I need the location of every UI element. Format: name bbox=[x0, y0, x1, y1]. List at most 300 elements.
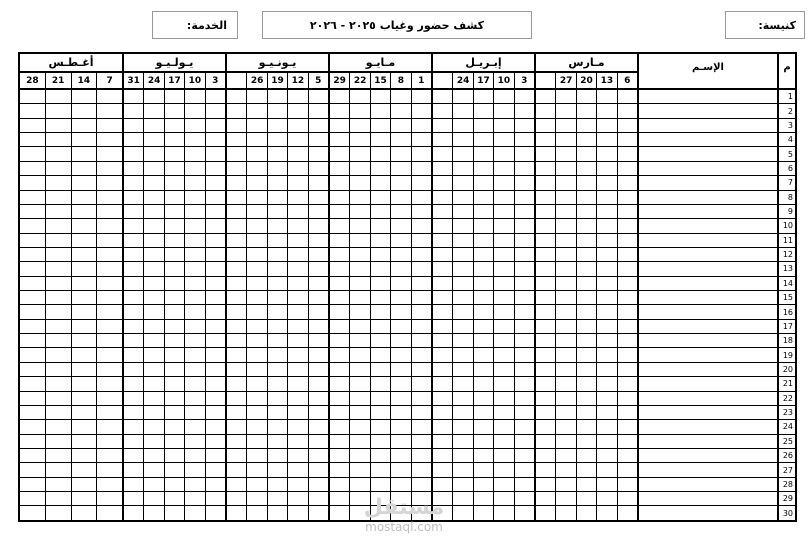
attendance-cell[interactable] bbox=[227, 305, 246, 319]
attendance-cell[interactable] bbox=[46, 104, 71, 118]
attendance-cell[interactable] bbox=[350, 248, 369, 262]
attendance-cell[interactable] bbox=[330, 191, 349, 205]
attendance-cell[interactable] bbox=[453, 435, 472, 449]
attendance-cell[interactable] bbox=[391, 191, 410, 205]
attendance-cell[interactable] bbox=[288, 506, 307, 519]
attendance-cell[interactable] bbox=[330, 262, 349, 276]
attendance-cell[interactable] bbox=[412, 506, 431, 519]
attendance-cell[interactable] bbox=[350, 377, 369, 391]
attendance-cell[interactable] bbox=[618, 449, 637, 463]
attendance-cell[interactable] bbox=[247, 348, 266, 362]
attendance-cell[interactable] bbox=[97, 133, 122, 147]
attendance-cell[interactable] bbox=[247, 162, 266, 176]
attendance-cell[interactable] bbox=[268, 435, 287, 449]
attendance-cell[interactable] bbox=[474, 334, 493, 348]
attendance-cell[interactable] bbox=[618, 147, 637, 161]
attendance-cell[interactable] bbox=[46, 377, 71, 391]
attendance-cell[interactable] bbox=[453, 478, 472, 492]
attendance-cell[interactable] bbox=[124, 449, 143, 463]
attendance-cell[interactable] bbox=[165, 463, 184, 477]
attendance-cell[interactable] bbox=[350, 162, 369, 176]
attendance-cell[interactable] bbox=[330, 449, 349, 463]
attendance-cell[interactable] bbox=[391, 305, 410, 319]
attendance-cell[interactable] bbox=[185, 449, 204, 463]
attendance-cell[interactable] bbox=[288, 320, 307, 334]
attendance-cell[interactable] bbox=[515, 406, 534, 420]
attendance-cell[interactable] bbox=[371, 449, 390, 463]
attendance-cell[interactable] bbox=[391, 363, 410, 377]
attendance-cell[interactable] bbox=[597, 104, 616, 118]
attendance-cell[interactable] bbox=[247, 234, 266, 248]
attendance-cell[interactable] bbox=[494, 377, 513, 391]
attendance-cell[interactable] bbox=[453, 90, 472, 104]
attendance-cell[interactable] bbox=[494, 320, 513, 334]
attendance-cell[interactable] bbox=[577, 191, 596, 205]
attendance-cell[interactable] bbox=[556, 162, 575, 176]
attendance-cell[interactable] bbox=[412, 435, 431, 449]
attendance-cell[interactable] bbox=[412, 305, 431, 319]
attendance-cell[interactable] bbox=[309, 506, 328, 519]
attendance-cell[interactable] bbox=[309, 147, 328, 161]
attendance-cell[interactable] bbox=[330, 119, 349, 133]
attendance-cell[interactable] bbox=[46, 277, 71, 291]
attendance-cell[interactable] bbox=[185, 262, 204, 276]
attendance-cell[interactable] bbox=[46, 449, 71, 463]
attendance-cell[interactable] bbox=[288, 262, 307, 276]
attendance-cell[interactable] bbox=[433, 377, 452, 391]
attendance-cell[interactable] bbox=[268, 377, 287, 391]
attendance-cell[interactable] bbox=[597, 262, 616, 276]
attendance-cell[interactable] bbox=[288, 234, 307, 248]
attendance-cell[interactable] bbox=[206, 104, 225, 118]
attendance-cell[interactable] bbox=[371, 219, 390, 233]
attendance-cell[interactable] bbox=[371, 348, 390, 362]
attendance-cell[interactable] bbox=[185, 176, 204, 190]
attendance-cell[interactable] bbox=[309, 219, 328, 233]
attendance-cell[interactable] bbox=[72, 234, 97, 248]
attendance-cell[interactable] bbox=[515, 392, 534, 406]
attendance-cell[interactable] bbox=[268, 191, 287, 205]
attendance-cell[interactable] bbox=[371, 435, 390, 449]
attendance-cell[interactable] bbox=[206, 248, 225, 262]
attendance-cell[interactable] bbox=[330, 348, 349, 362]
attendance-cell[interactable] bbox=[597, 291, 616, 305]
name-cell[interactable] bbox=[639, 262, 777, 276]
attendance-cell[interactable] bbox=[556, 119, 575, 133]
attendance-cell[interactable] bbox=[536, 377, 555, 391]
attendance-cell[interactable] bbox=[391, 320, 410, 334]
attendance-cell[interactable] bbox=[268, 262, 287, 276]
attendance-cell[interactable] bbox=[72, 176, 97, 190]
attendance-cell[interactable] bbox=[597, 205, 616, 219]
attendance-cell[interactable] bbox=[185, 277, 204, 291]
attendance-cell[interactable] bbox=[330, 291, 349, 305]
attendance-cell[interactable] bbox=[72, 162, 97, 176]
attendance-cell[interactable] bbox=[350, 147, 369, 161]
attendance-cell[interactable] bbox=[330, 492, 349, 506]
attendance-cell[interactable] bbox=[206, 449, 225, 463]
attendance-cell[interactable] bbox=[206, 492, 225, 506]
attendance-cell[interactable] bbox=[453, 406, 472, 420]
attendance-cell[interactable] bbox=[412, 478, 431, 492]
attendance-cell[interactable] bbox=[206, 377, 225, 391]
attendance-cell[interactable] bbox=[288, 492, 307, 506]
attendance-cell[interactable] bbox=[72, 104, 97, 118]
attendance-cell[interactable] bbox=[453, 320, 472, 334]
attendance-cell[interactable] bbox=[330, 133, 349, 147]
attendance-cell[interactable] bbox=[556, 176, 575, 190]
attendance-cell[interactable] bbox=[165, 420, 184, 434]
attendance-cell[interactable] bbox=[309, 104, 328, 118]
attendance-cell[interactable] bbox=[371, 363, 390, 377]
attendance-cell[interactable] bbox=[371, 133, 390, 147]
attendance-cell[interactable] bbox=[391, 104, 410, 118]
attendance-cell[interactable] bbox=[577, 133, 596, 147]
attendance-cell[interactable] bbox=[144, 176, 163, 190]
attendance-cell[interactable] bbox=[371, 320, 390, 334]
attendance-cell[interactable] bbox=[350, 133, 369, 147]
attendance-cell[interactable] bbox=[72, 392, 97, 406]
attendance-cell[interactable] bbox=[185, 492, 204, 506]
attendance-cell[interactable] bbox=[227, 348, 246, 362]
attendance-cell[interactable] bbox=[412, 363, 431, 377]
attendance-cell[interactable] bbox=[412, 191, 431, 205]
attendance-cell[interactable] bbox=[474, 348, 493, 362]
attendance-cell[interactable] bbox=[433, 176, 452, 190]
attendance-cell[interactable] bbox=[268, 234, 287, 248]
attendance-cell[interactable] bbox=[577, 205, 596, 219]
attendance-cell[interactable] bbox=[597, 277, 616, 291]
attendance-cell[interactable] bbox=[165, 262, 184, 276]
attendance-cell[interactable] bbox=[371, 492, 390, 506]
attendance-cell[interactable] bbox=[556, 420, 575, 434]
name-cell[interactable] bbox=[639, 277, 777, 291]
attendance-cell[interactable] bbox=[433, 205, 452, 219]
attendance-cell[interactable] bbox=[124, 191, 143, 205]
attendance-cell[interactable] bbox=[165, 392, 184, 406]
attendance-cell[interactable] bbox=[72, 248, 97, 262]
attendance-cell[interactable] bbox=[556, 463, 575, 477]
attendance-cell[interactable] bbox=[165, 348, 184, 362]
attendance-cell[interactable] bbox=[350, 435, 369, 449]
attendance-cell[interactable] bbox=[597, 219, 616, 233]
attendance-cell[interactable] bbox=[474, 90, 493, 104]
attendance-cell[interactable] bbox=[577, 119, 596, 133]
attendance-cell[interactable] bbox=[597, 320, 616, 334]
attendance-cell[interactable] bbox=[309, 162, 328, 176]
attendance-cell[interactable] bbox=[494, 334, 513, 348]
attendance-cell[interactable] bbox=[247, 147, 266, 161]
attendance-cell[interactable] bbox=[97, 377, 122, 391]
attendance-cell[interactable] bbox=[247, 320, 266, 334]
attendance-cell[interactable] bbox=[72, 435, 97, 449]
attendance-cell[interactable] bbox=[350, 291, 369, 305]
attendance-cell[interactable] bbox=[46, 392, 71, 406]
attendance-cell[interactable] bbox=[20, 363, 45, 377]
attendance-cell[interactable] bbox=[20, 191, 45, 205]
attendance-cell[interactable] bbox=[206, 176, 225, 190]
attendance-cell[interactable] bbox=[165, 176, 184, 190]
attendance-cell[interactable] bbox=[330, 334, 349, 348]
attendance-cell[interactable] bbox=[391, 506, 410, 519]
attendance-cell[interactable] bbox=[618, 205, 637, 219]
attendance-cell[interactable] bbox=[515, 277, 534, 291]
name-cell[interactable] bbox=[639, 248, 777, 262]
attendance-cell[interactable] bbox=[412, 205, 431, 219]
attendance-cell[interactable] bbox=[577, 463, 596, 477]
attendance-cell[interactable] bbox=[618, 104, 637, 118]
attendance-cell[interactable] bbox=[494, 262, 513, 276]
attendance-cell[interactable] bbox=[494, 305, 513, 319]
attendance-cell[interactable] bbox=[288, 377, 307, 391]
attendance-cell[interactable] bbox=[309, 320, 328, 334]
attendance-cell[interactable] bbox=[227, 219, 246, 233]
attendance-cell[interactable] bbox=[515, 506, 534, 519]
attendance-cell[interactable] bbox=[227, 162, 246, 176]
attendance-cell[interactable] bbox=[46, 420, 71, 434]
attendance-cell[interactable] bbox=[247, 277, 266, 291]
attendance-cell[interactable] bbox=[618, 219, 637, 233]
attendance-cell[interactable] bbox=[453, 162, 472, 176]
attendance-cell[interactable] bbox=[391, 219, 410, 233]
attendance-cell[interactable] bbox=[350, 463, 369, 477]
attendance-cell[interactable] bbox=[185, 506, 204, 519]
attendance-cell[interactable] bbox=[227, 119, 246, 133]
attendance-cell[interactable] bbox=[72, 305, 97, 319]
attendance-cell[interactable] bbox=[247, 191, 266, 205]
name-cell[interactable] bbox=[639, 406, 777, 420]
attendance-cell[interactable] bbox=[206, 133, 225, 147]
attendance-cell[interactable] bbox=[515, 176, 534, 190]
attendance-cell[interactable] bbox=[46, 492, 71, 506]
attendance-cell[interactable] bbox=[577, 176, 596, 190]
attendance-cell[interactable] bbox=[206, 234, 225, 248]
attendance-cell[interactable] bbox=[515, 291, 534, 305]
attendance-cell[interactable] bbox=[515, 478, 534, 492]
attendance-cell[interactable] bbox=[268, 348, 287, 362]
attendance-cell[interactable] bbox=[185, 291, 204, 305]
attendance-cell[interactable] bbox=[309, 478, 328, 492]
attendance-cell[interactable] bbox=[556, 248, 575, 262]
attendance-cell[interactable] bbox=[46, 463, 71, 477]
attendance-cell[interactable] bbox=[124, 248, 143, 262]
attendance-cell[interactable] bbox=[433, 248, 452, 262]
attendance-cell[interactable] bbox=[144, 377, 163, 391]
attendance-cell[interactable] bbox=[330, 104, 349, 118]
attendance-cell[interactable] bbox=[165, 449, 184, 463]
attendance-cell[interactable] bbox=[433, 219, 452, 233]
attendance-cell[interactable] bbox=[227, 392, 246, 406]
attendance-cell[interactable] bbox=[350, 334, 369, 348]
attendance-cell[interactable] bbox=[391, 162, 410, 176]
attendance-cell[interactable] bbox=[288, 305, 307, 319]
attendance-cell[interactable] bbox=[474, 406, 493, 420]
attendance-cell[interactable] bbox=[72, 506, 97, 519]
attendance-cell[interactable] bbox=[618, 133, 637, 147]
attendance-cell[interactable] bbox=[494, 506, 513, 519]
attendance-cell[interactable] bbox=[412, 377, 431, 391]
attendance-cell[interactable] bbox=[97, 348, 122, 362]
attendance-cell[interactable] bbox=[185, 377, 204, 391]
attendance-cell[interactable] bbox=[72, 262, 97, 276]
attendance-cell[interactable] bbox=[391, 478, 410, 492]
attendance-cell[interactable] bbox=[536, 478, 555, 492]
name-cell[interactable] bbox=[639, 147, 777, 161]
attendance-cell[interactable] bbox=[577, 334, 596, 348]
attendance-cell[interactable] bbox=[144, 147, 163, 161]
attendance-cell[interactable] bbox=[309, 363, 328, 377]
attendance-cell[interactable] bbox=[330, 506, 349, 519]
attendance-cell[interactable] bbox=[433, 133, 452, 147]
attendance-cell[interactable] bbox=[20, 334, 45, 348]
attendance-cell[interactable] bbox=[288, 478, 307, 492]
attendance-cell[interactable] bbox=[124, 305, 143, 319]
attendance-cell[interactable] bbox=[206, 334, 225, 348]
attendance-cell[interactable] bbox=[144, 392, 163, 406]
attendance-cell[interactable] bbox=[536, 291, 555, 305]
attendance-cell[interactable] bbox=[412, 463, 431, 477]
attendance-cell[interactable] bbox=[556, 377, 575, 391]
attendance-cell[interactable] bbox=[577, 147, 596, 161]
attendance-cell[interactable] bbox=[391, 420, 410, 434]
attendance-cell[interactable] bbox=[72, 449, 97, 463]
attendance-cell[interactable] bbox=[536, 406, 555, 420]
attendance-cell[interactable] bbox=[330, 420, 349, 434]
attendance-cell[interactable] bbox=[371, 478, 390, 492]
attendance-cell[interactable] bbox=[227, 463, 246, 477]
attendance-cell[interactable] bbox=[185, 392, 204, 406]
attendance-cell[interactable] bbox=[371, 463, 390, 477]
attendance-cell[interactable] bbox=[350, 305, 369, 319]
attendance-cell[interactable] bbox=[412, 234, 431, 248]
attendance-cell[interactable] bbox=[144, 277, 163, 291]
attendance-cell[interactable] bbox=[330, 363, 349, 377]
attendance-cell[interactable] bbox=[124, 420, 143, 434]
attendance-cell[interactable] bbox=[144, 262, 163, 276]
attendance-cell[interactable] bbox=[536, 248, 555, 262]
attendance-cell[interactable] bbox=[453, 219, 472, 233]
attendance-cell[interactable] bbox=[577, 363, 596, 377]
attendance-cell[interactable] bbox=[124, 492, 143, 506]
attendance-cell[interactable] bbox=[515, 492, 534, 506]
attendance-cell[interactable] bbox=[597, 305, 616, 319]
attendance-cell[interactable] bbox=[556, 277, 575, 291]
attendance-cell[interactable] bbox=[165, 219, 184, 233]
attendance-cell[interactable] bbox=[288, 147, 307, 161]
attendance-cell[interactable] bbox=[597, 478, 616, 492]
attendance-cell[interactable] bbox=[46, 406, 71, 420]
attendance-cell[interactable] bbox=[206, 119, 225, 133]
attendance-cell[interactable] bbox=[474, 392, 493, 406]
attendance-cell[interactable] bbox=[124, 334, 143, 348]
attendance-cell[interactable] bbox=[597, 492, 616, 506]
attendance-cell[interactable] bbox=[433, 320, 452, 334]
attendance-cell[interactable] bbox=[144, 406, 163, 420]
attendance-cell[interactable] bbox=[433, 119, 452, 133]
attendance-cell[interactable] bbox=[268, 133, 287, 147]
attendance-cell[interactable] bbox=[72, 463, 97, 477]
attendance-cell[interactable] bbox=[350, 104, 369, 118]
attendance-cell[interactable] bbox=[144, 492, 163, 506]
attendance-cell[interactable] bbox=[309, 234, 328, 248]
attendance-cell[interactable] bbox=[350, 449, 369, 463]
attendance-cell[interactable] bbox=[288, 162, 307, 176]
attendance-cell[interactable] bbox=[165, 377, 184, 391]
attendance-cell[interactable] bbox=[247, 90, 266, 104]
attendance-cell[interactable] bbox=[185, 219, 204, 233]
attendance-cell[interactable] bbox=[371, 248, 390, 262]
attendance-cell[interactable] bbox=[577, 90, 596, 104]
attendance-cell[interactable] bbox=[412, 348, 431, 362]
attendance-cell[interactable] bbox=[494, 176, 513, 190]
attendance-cell[interactable] bbox=[268, 492, 287, 506]
attendance-cell[interactable] bbox=[556, 262, 575, 276]
attendance-cell[interactable] bbox=[618, 191, 637, 205]
attendance-cell[interactable] bbox=[97, 234, 122, 248]
attendance-cell[interactable] bbox=[46, 435, 71, 449]
attendance-cell[interactable] bbox=[453, 291, 472, 305]
attendance-cell[interactable] bbox=[309, 348, 328, 362]
attendance-cell[interactable] bbox=[309, 176, 328, 190]
attendance-cell[interactable] bbox=[46, 363, 71, 377]
attendance-cell[interactable] bbox=[433, 478, 452, 492]
attendance-cell[interactable] bbox=[515, 348, 534, 362]
attendance-cell[interactable] bbox=[350, 348, 369, 362]
attendance-cell[interactable] bbox=[536, 90, 555, 104]
attendance-cell[interactable] bbox=[391, 492, 410, 506]
attendance-cell[interactable] bbox=[618, 348, 637, 362]
attendance-cell[interactable] bbox=[309, 262, 328, 276]
attendance-cell[interactable] bbox=[494, 291, 513, 305]
attendance-cell[interactable] bbox=[288, 205, 307, 219]
attendance-cell[interactable] bbox=[309, 248, 328, 262]
name-cell[interactable] bbox=[639, 492, 777, 506]
attendance-cell[interactable] bbox=[474, 463, 493, 477]
attendance-cell[interactable] bbox=[391, 291, 410, 305]
attendance-cell[interactable] bbox=[309, 90, 328, 104]
attendance-cell[interactable] bbox=[268, 506, 287, 519]
attendance-cell[interactable] bbox=[20, 392, 45, 406]
attendance-cell[interactable] bbox=[433, 449, 452, 463]
attendance-cell[interactable] bbox=[206, 291, 225, 305]
attendance-cell[interactable] bbox=[268, 305, 287, 319]
attendance-cell[interactable] bbox=[247, 334, 266, 348]
attendance-cell[interactable] bbox=[247, 176, 266, 190]
attendance-cell[interactable] bbox=[288, 90, 307, 104]
attendance-cell[interactable] bbox=[618, 305, 637, 319]
attendance-cell[interactable] bbox=[536, 262, 555, 276]
attendance-cell[interactable] bbox=[350, 277, 369, 291]
attendance-cell[interactable] bbox=[46, 133, 71, 147]
attendance-cell[interactable] bbox=[247, 305, 266, 319]
attendance-cell[interactable] bbox=[330, 248, 349, 262]
attendance-cell[interactable] bbox=[268, 334, 287, 348]
attendance-cell[interactable] bbox=[72, 119, 97, 133]
attendance-cell[interactable] bbox=[350, 420, 369, 434]
attendance-cell[interactable] bbox=[618, 248, 637, 262]
attendance-cell[interactable] bbox=[433, 435, 452, 449]
name-cell[interactable] bbox=[639, 334, 777, 348]
attendance-cell[interactable] bbox=[350, 191, 369, 205]
attendance-cell[interactable] bbox=[391, 133, 410, 147]
name-cell[interactable] bbox=[639, 191, 777, 205]
attendance-cell[interactable] bbox=[433, 492, 452, 506]
attendance-cell[interactable] bbox=[97, 248, 122, 262]
attendance-cell[interactable] bbox=[268, 291, 287, 305]
attendance-cell[interactable] bbox=[227, 205, 246, 219]
attendance-cell[interactable] bbox=[268, 104, 287, 118]
attendance-cell[interactable] bbox=[412, 219, 431, 233]
